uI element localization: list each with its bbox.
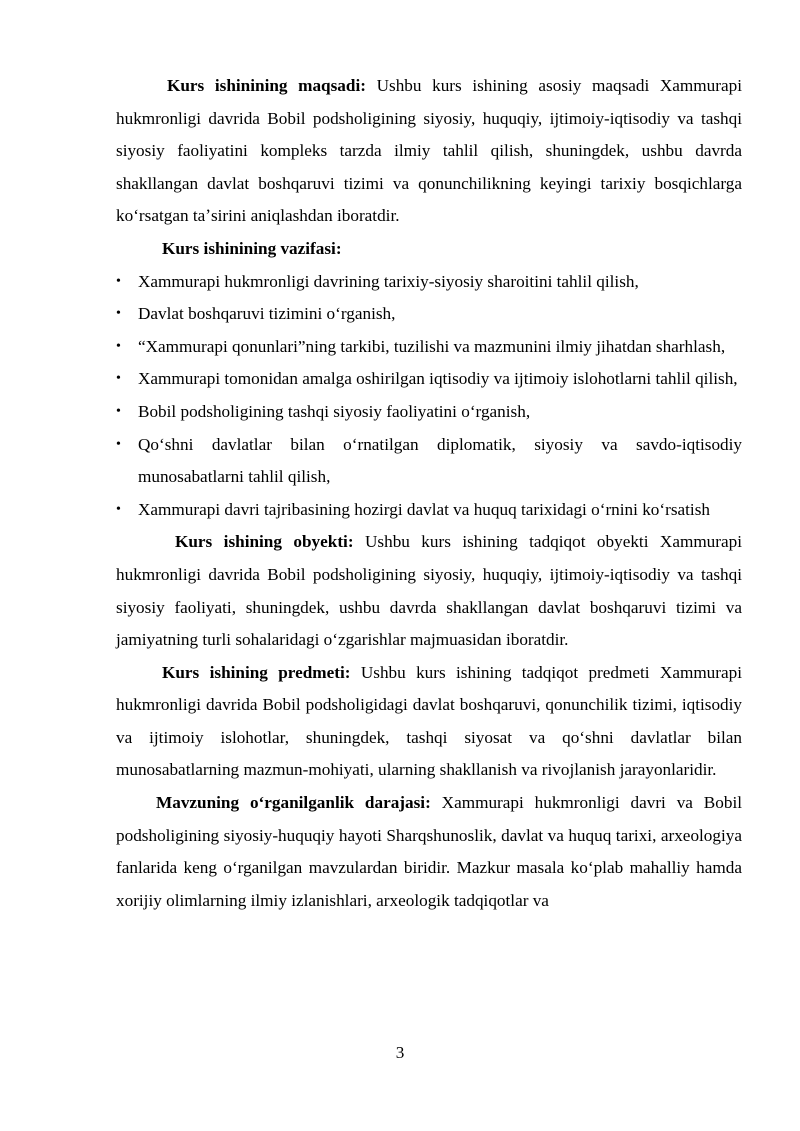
degree-label: Mavzuning oʻrganilganlik darajasi: [156,793,431,813]
list-item-text: Xammurapi tomonidan amalga oshirilgan iqtisodiy va ijtimoiy islohotlarni tahlil qilish, [138,369,738,389]
goal-text: Ushbu kurs ishining asosiy maqsadi Xammurapi hukmronligi davrida Bobil podsholigining siyosiy, huquqiy, ijtimoiy-iqtisodiy va tashqi siyosiy faoliyatini kompleks tarzda ilmiy tahlil qilish, shuningdek, ushbu davrda shakllangan davlat boshqaruvi tizimi va qonunchilikning keyingi tarixiy bosqichlarga koʻrsatgan taʼsirini aniqlashdan iboratdir. [116,76,742,226]
tasks-list [116,266,742,527]
goal-paragraph [116,70,742,233]
object-text: Ushbu kurs ishining tadqiqot obyekti Xammurapi hukmronligi davrida Bobil podsholigining siyosiy, huquqiy, ijtimoiy-iqtisodiy va tashqi siyosiy faoliyati, shuningdek, ushbu davrda shakllangan davlat boshqaruvi tizimi va jamiyatning turli sohalaridagi oʻzgarishlar majmuasidan iboratdir. [116,532,743,650]
list-item-text: “Xammurapi qonunlari”ning tarkibi, tuzilishi va mazmunini ilmiy jihatdan sharhlash, [138,336,726,356]
list-item-text: Xammurapi hukmronligi davrining tarixiy-siyosiy sharoitini tahlil qilish, [138,271,639,291]
list-item [116,331,742,364]
bullet-icon: • [116,273,121,289]
bullet-icon: • [116,306,121,322]
page-number: 3 [395,1043,405,1062]
object-paragraph [116,526,742,656]
bullet-icon: • [116,371,121,387]
bullet-icon: • [116,501,121,517]
list-item [116,494,742,527]
page-content [116,70,742,917]
goal-label: Kurs ishinining maqsadi: [167,76,366,95]
list-item [116,396,742,429]
tasks-heading [116,233,742,266]
list-item-text: Bobil podsholigining tashqi siyosiy faoliyatini oʻrganish, [138,401,531,421]
list-item [116,298,742,331]
object-label: Kurs ishining obyekti: [175,532,354,552]
degree-paragraph [116,787,742,917]
degree-text: Xammurapi hukmronligi davri va Bobil podsholigining siyosiy-huquqiy hayoti Sharqshunoslik, davlat va huquq tarixi, arxeologiya fanlarida keng oʻrganilgan mavzulardan biridir. Mazkur masala koʻplab mahalliy hamda xorijiy olimlarning ilmiy izlanishlari, arxeologik tadqiqotlar va [116,793,742,910]
bullet-icon: • [116,338,121,354]
tasks-label: Kurs ishinining vazifasi: [162,238,342,258]
list-item-text: Davlat boshqaruvi tizimini oʻrganish, [138,304,396,324]
subject-paragraph [116,657,742,787]
list-item [116,266,742,299]
subject-label: Kurs ishining predmeti: [162,662,351,682]
subject-text: Ushbu kurs ishining tadqiqot predmeti Xammurapi hukmronligi davrida Bobil podsholigidagi davlat boshqaruvi, qonunchilik tizimi, iqtisodiy va ijtimoiy islohotlar, shuningdek, tashqi siyosat va qoʻshni davlatlar bilan munosabatlarning mazmun-mohiyati, ularning shakllanish va rivojlanish jarayonlaridir. [116,662,742,780]
list-item [116,363,742,396]
list-item-text: Xammurapi davri tajribasining hozirgi davlat va huquq tarixidagi oʻrnini koʻrsatish [138,499,710,519]
bullet-icon: • [116,403,121,419]
list-item-text: Qoʻshni davlatlar bilan oʻrnatilgan diplomatik, siyosiy va savdo-iqtisodiy munosabatlarni tahlil qilish, [138,434,742,487]
list-item [116,429,742,494]
bullet-icon: • [116,436,121,452]
